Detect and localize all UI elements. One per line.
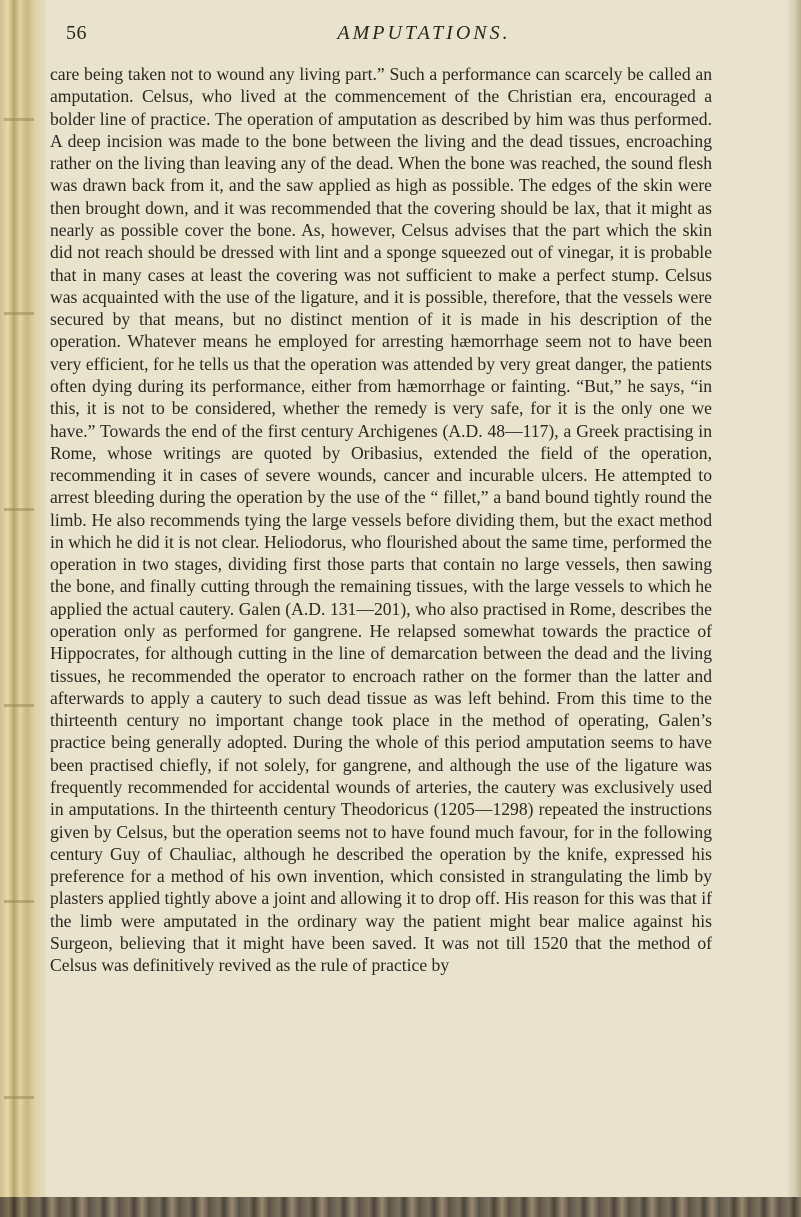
- body-paragraph: care being taken not to wound any living part.” Such a performance can scarcely be called an amputation. Celsus, who lived at the commencement of the Christian era, encouraged a bolder line of practice. The operation of amputation as described by him was thus performed. A deep incision was made to the bone between the living and the dead tissues, encroaching rather on the living than leaving any of the dead. When the bone was reached, the sound flesh was drawn back from it, and the saw applied as high as possible. The edges of the skin were then brought down, and it was recommended that the covering should be lax, that it might as nearly as possible cover the bone. As, however, Celsus advises that the part which the skin did not reach should be dressed with lint and a sponge squeezed out of vinegar, it is probable that in many cases at least the covering was not sufficient to make a perfect stump. Celsus was acquainted with the use of the ligature, and it is possible, therefore, that the vessels were secured by that means, but no distinct mention of it is made in his description of the operation. Whatever means he employed for arresting hæmorrhage seem not to have been very efficient, for he tells us that the operation was attended by very great danger, the patients often dying during its performance, either from hæmorrhage or fainting. “But,” he says, “in this, it is not to be considered, whether the remedy is very safe, for it is the only one we have.” Towards the end of the first century Archigenes (A.D. 48—117), a Greek practising in Rome, whose writings are quoted by Oribasius, extended the field of the operation, recommending it in cases of severe wounds, cancer and incurable ulcers. He attempted to arrest bleeding during the operation by the use of the “ fillet,” a band bound tightly round the limb. He also recommends tying the large vessels before dividing them, but the exact method in which he did it is not clear. Heliodorus, who flourished about the same time, performed the operation in two stages, dividing first those parts that contain no large vessels, then sawing the bone, and finally cutting through the remaining tissues, with the large vessels to which he applied the actual cautery. Galen (A.D. 131—201), who also practised in Rome, describes the operation only as performed for gangrene. He relapsed somewhat towards the practice of Hippocrates, for although cutting in the line of demarcation between the dead and the living tissues, he recommended the operator to encroach rather on the former than the latter and afterwards to apply a cautery to such dead tissue as was left behind. From this time to the thirteenth century no important change took place in the method of operating, Galen’s practice being generally adopted. During the whole of this period amputation seems to have been practised chiefly, if not solely, for gangrene, and although the use of the ligature was frequently recommended for accidental wounds of arteries, the cautery was exclusively used in amputations. In the thirteenth century Theodoricus (1205—1298) repeated the instructions given by Celsus, but the operation seems not to have found much favour, for in the following century Guy of Chauliac, although he described the operation by the knife, expressed his preference for a method of his own invention, which consisted in strangulating the limb by plasters applied tightly above a joint and allowing it to drop off. His reason for this was that if the limb were amputated in the ordinary way the patient might bear malice against his Surgeon, believing that it might have been saved. It was not till 1520 that the method of Celsus was definitively revived as the rule of practice by: [50, 64, 712, 976]
- binding-stitch: [4, 508, 34, 511]
- page-right-edge: [787, 0, 801, 1217]
- page-number: 56: [66, 22, 87, 44]
- binding-stitch: [4, 312, 34, 315]
- page-header: [66, 20, 782, 56]
- page-bottom-edge: [0, 1197, 801, 1217]
- book-binding-edge: [0, 0, 46, 1217]
- book-page: [66, 20, 782, 56]
- binding-stitch: [4, 704, 34, 707]
- running-head: AMPUTATIONS.: [337, 22, 511, 44]
- binding-stitch: [4, 900, 34, 903]
- binding-stitch: [4, 118, 34, 121]
- binding-stitch: [4, 1096, 34, 1099]
